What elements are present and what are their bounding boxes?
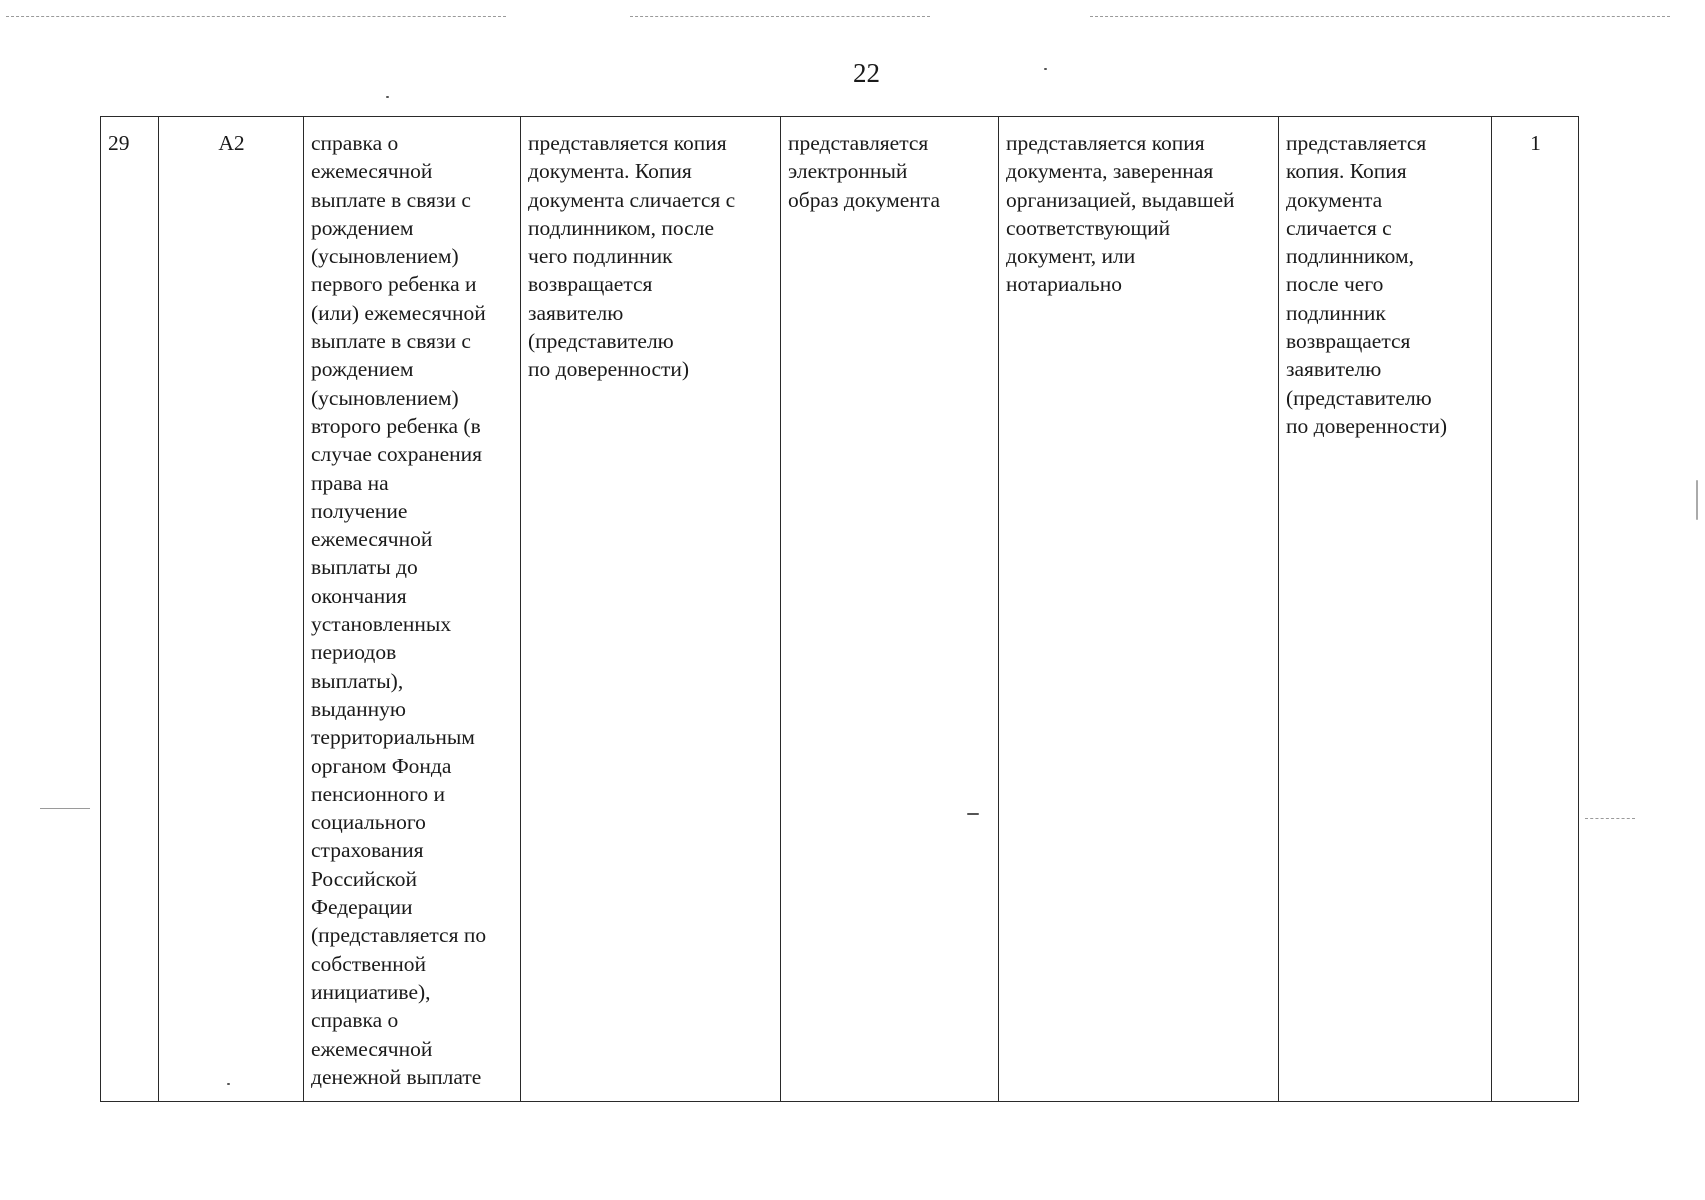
mfc-submission-cell: представляется копия. Копия документа сличается с подлинником, после чего подлинник возвращается заявителю (представителю по доверенности) <box>1279 117 1492 1102</box>
scan-speck <box>1044 68 1047 70</box>
requirements-table <box>100 116 1579 1102</box>
scan-speck <box>967 813 979 815</box>
in-person-submission-cell: представляется копия документа. Копия документа сличается с подлинником, после чего подлинник возвращается заявителю (представителю по доверенности) <box>521 117 781 1102</box>
document-count-cell: 1 <box>1492 117 1579 1102</box>
scan-artifact-line <box>630 16 930 17</box>
document-name-cell: справка о ежемесячной выплате в связи с рождением (усыновлением) первого ребенка и (или) ежемесячной выплате в связи с рождением (усыновлением) второго ребенка (в случае сохранения права на получение ежемесячной выплаты до окончания установленных периодов выплаты), выданную территориальным органом Фонда пенсионного и социального страхования Российской Федерации (представляется по собственной инициативе), справка о ежемесячной денежной выплате <box>304 117 521 1102</box>
scan-speck <box>1696 480 1698 520</box>
scan-artifact-line <box>6 16 506 17</box>
mail-submission-cell: представляется копия документа, заверенная организацией, выдавшей соответствующий документ, или нотариально <box>999 117 1279 1102</box>
scan-artifact-line <box>1585 818 1635 819</box>
page-number: 22 <box>853 58 880 88</box>
scan-speck <box>227 1083 230 1085</box>
table-row <box>101 117 1579 1102</box>
scan-speck <box>386 96 389 98</box>
row-number-cell: 29 <box>101 117 159 1102</box>
electronic-submission-cell: представляется электронный образ документа <box>781 117 999 1102</box>
scan-artifact-line <box>40 808 90 809</box>
scan-artifact-line <box>1090 16 1670 17</box>
document-code-cell: А2 <box>159 117 304 1102</box>
